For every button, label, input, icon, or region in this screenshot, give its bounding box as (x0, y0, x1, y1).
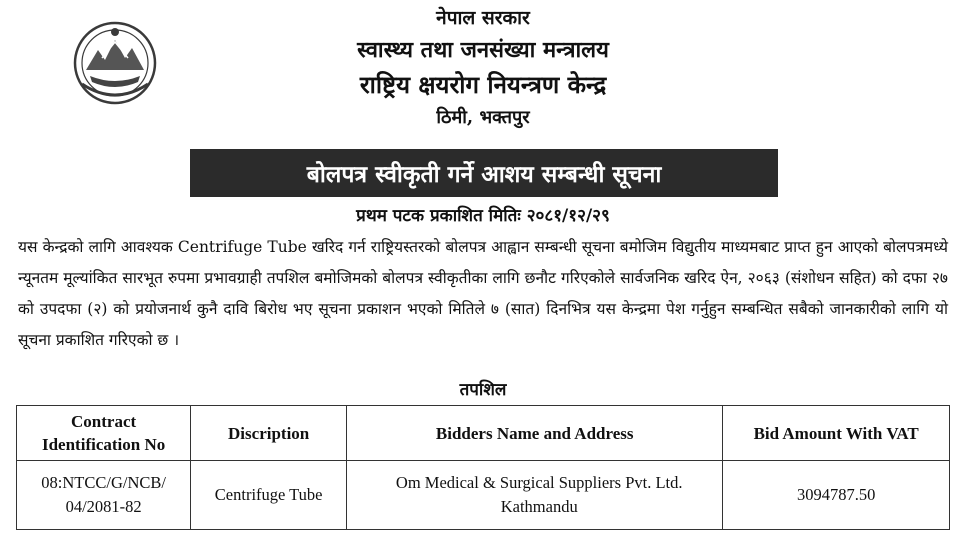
contract-id-line1: 08:NTCC/G/NCB/ (41, 473, 166, 492)
notice-title-banner (190, 149, 778, 197)
notice-body: यस केन्द्रको लागि आवश्यक Centrifuge Tube खरिद गर्न राष्ट्रियस्तरको बोलपत्र आह्वान सम्बन्धी सूचना बमोजिम विद्युतीय माध्यमबाट प्राप्त हुन आएको बोलपत्रमध्ये न्यूनतम मूल्यांकित सारभूत रुपमा प्रभावग्राही तपशिल बमोजिमको बोलपत्र स्वीकृतीका लागि छनौट गरिएकोले सार्वजनिक खरिद ऐन, २०६३ (संशोधन सहित) को दफा २७ को उपदफा (२) को प्रयोजनार्थ कुनै दावि बिरोध भए सूचना प्रकाशन भएको मितिले ७ (सात) दिनभित्र यस केन्द्रमा पेश गर्नुहुन सम्बन्धित सबैको जानकारीको लागि यो सूचना प्रकाशित गरिएको छ । (18, 238, 948, 349)
header-contract-id-line1: Contract (71, 412, 137, 431)
government-name: नेपाल सरकार (436, 7, 530, 29)
header-amount: Bid Amount With VAT (723, 406, 950, 461)
header-bidder: Bidders Name and Address (347, 406, 723, 461)
table-row (17, 461, 950, 530)
cell-amount: 3094787.50 (723, 461, 950, 530)
contract-id-line2: 04/2081-82 (65, 497, 142, 516)
contract-table (16, 405, 950, 530)
ministry-name: स्वास्थ्य तथा जनसंख्या मन्त्रालय (357, 37, 609, 63)
bidder-address: Kathmandu (500, 497, 578, 516)
header-contract-id (17, 406, 191, 461)
notice-title: बोलपत्र स्वीकृती गर्ने आशय सम्बन्धी सूचना (306, 161, 662, 188)
table-header-row (17, 406, 950, 461)
cell-description: Centrifuge Tube (191, 461, 347, 530)
cell-bidder (347, 461, 723, 530)
cell-contract-id (17, 461, 191, 530)
letterhead (0, 6, 966, 132)
details-label: तपशिल (459, 380, 507, 400)
center-name: राष्ट्रिय क्षयरोग नियन्त्रण केन्द्र (359, 70, 607, 99)
header-contract-id-line2: Identification No (41, 435, 166, 454)
center-address: ठिमी, भक्तपुर (436, 107, 530, 128)
published-date: प्रथम पटक प्रकाशित मितिः २०८१/१२/२९ (356, 206, 610, 226)
bidder-name: Om Medical & Surgical Suppliers Pvt. Ltd. (395, 473, 683, 492)
header-description: Discription (191, 406, 347, 461)
